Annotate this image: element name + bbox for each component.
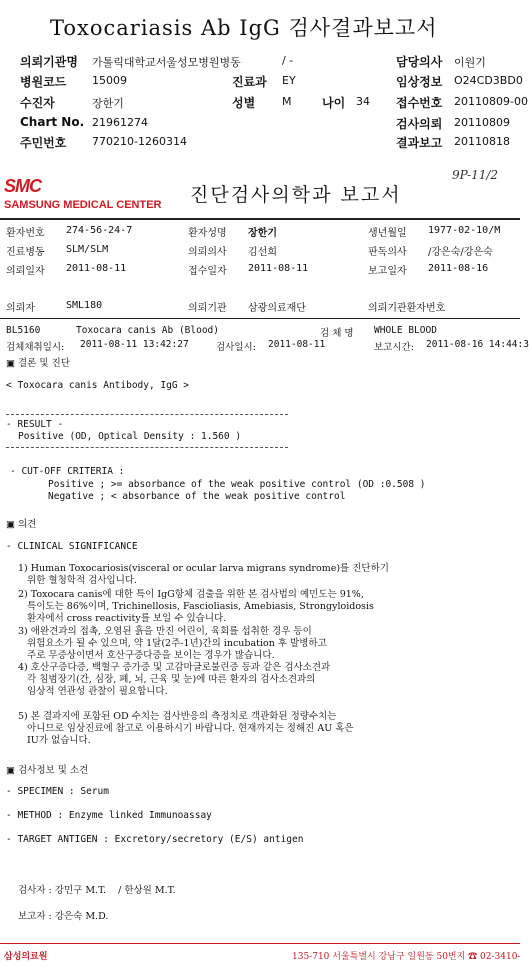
patient-no-label: 환자번호 <box>6 228 45 239</box>
req-institution-value: 삼광의료재단 <box>248 303 306 314</box>
report-title: 진단검사의학과 보고서 <box>190 184 402 206</box>
clinical-info-label: 임상정보 <box>396 75 443 89</box>
req-institution-label: 의뢰기관 <box>188 303 227 314</box>
org-value: 가톨릭대학교서울성모병원병동 <box>92 56 241 69</box>
antibody-title: < Toxocara canis Antibody, IgG > <box>6 380 190 391</box>
reading-doctor-label: 판독의사 <box>368 247 407 258</box>
org-label: 의뢰기관명 <box>20 55 78 69</box>
receipt-day-label: 접수일자 <box>188 266 227 277</box>
clinical-line: 주로 무증상이면서 호산구증다증을 보이는 경우가 많습니다. <box>18 650 275 661</box>
footer-org: 삼성의료원 <box>4 952 48 962</box>
collect-time-label: 검체채취일시: <box>6 342 65 353</box>
clinical-line: 특이도는 86%이며, Trichinellosis, Fascioliasis, Amebiasis, Strongyloidosis <box>18 601 374 612</box>
cutoff-negative: Negative ; < absorbance of the weak positive control <box>48 491 346 502</box>
ward-value: / - <box>282 54 294 67</box>
page-title: Toxocariasis Ab IgG 검사결과보고서 <box>50 16 438 40</box>
inst-patient-no-label: 의뢰기관환자번호 <box>368 303 446 314</box>
specimen-name-label: 검 체 명 <box>320 328 354 339</box>
clinical-line: 1) Human Toxocariosis(visceral or ocular larva migrans syndrome)를 진단하기 <box>18 563 389 574</box>
clinical-line: 2) Toxocara canis에 대한 특이 IgG항체 검출을 위한 본 검사법의 예민도는 91%, <box>18 589 364 600</box>
test-code: BL5160 <box>6 325 41 336</box>
clinical-line: 5) 본 결과지에 포함된 OD 수치는 검사반응의 측정치로 객관화된 정량수치는 <box>18 711 337 722</box>
patient-label: 수진자 <box>20 96 55 110</box>
report-top-rule <box>0 218 520 220</box>
clinical-line: 위한 혈청학적 검사입니다. <box>18 575 138 586</box>
birth-label: 생년월일 <box>368 228 407 239</box>
request-date-value: 20110809 <box>454 116 510 129</box>
smc-logo-subtitle: SAMSUNG MEDICAL CENTER <box>4 199 162 211</box>
footer-address: 135-710 서울특별시 강남구 일원동 50번지 ☎ 02-3410- <box>292 952 521 962</box>
hospital-code-value: 15009 <box>92 74 127 87</box>
ward-code-value: SLM/SLM <box>66 244 109 255</box>
test-name: Toxocara canis Ab (Blood) <box>76 325 219 336</box>
hospital-code-label: 병원코드 <box>20 75 67 89</box>
clinical-heading: - CLINICAL SIGNIFICANCE <box>6 541 138 552</box>
result-value: Positive (OD, Optical Density : 1.560 ) <box>18 431 242 442</box>
tester-line: 검사자 : 강민구 M.T. / 한상원 M.T. <box>18 885 176 896</box>
receipt-day-value: 2011-08-11 <box>248 263 309 274</box>
ref-doctor-value: 김선희 <box>248 247 277 258</box>
clinical-line: 위험요소가 될 수 있으며, 약 1달(2주-1년)간의 incubation 후 발병하고 <box>18 638 327 649</box>
ward-label: 진료병동 <box>6 247 45 258</box>
resident-no-value: 770210-1260314 <box>92 135 187 148</box>
ref-doctor-label: 의뢰의사 <box>188 247 227 258</box>
doctor-value: 이원기 <box>454 56 486 69</box>
result-top-dash <box>6 414 288 415</box>
age-value: 34 <box>356 95 370 108</box>
clinical-line: 임상적 연관성 관찰이 필요합니다. <box>18 686 168 697</box>
requester-label: 의뢰자 <box>6 303 35 314</box>
sex-value: M <box>282 95 292 108</box>
request-day-label: 의뢰일자 <box>6 266 45 277</box>
result-bottom-dash <box>6 447 288 448</box>
clinical-line: 각 침범장기(간, 심장, 폐, 뇌, 근육 및 눈)에 따른 환자의 검사소견과의 <box>18 674 316 685</box>
chart-no-value: 21961274 <box>92 116 148 129</box>
clinical-line: 4) 호산구증다증, 백혈구 증가증 및 고감마글로불린증 등과 같은 검사소견과 <box>18 662 331 673</box>
specimen-line: - SPECIMEN : Serum <box>6 786 109 797</box>
clinical-line: 환자에서 cross reactivity를 보일 수 있습니다. <box>18 613 227 624</box>
receipt-no-value: 20110809-00 <box>454 95 528 108</box>
chart-no-label: Chart No. <box>20 115 85 129</box>
clinical-info-value: O24CD3BD0 <box>454 74 523 87</box>
section-opinion-heading: ▣ 의견 <box>6 519 37 530</box>
cutoff-heading: - CUT-OFF CRITERIA : <box>10 466 125 477</box>
patient-no-value: 274-56-24-7 <box>66 225 133 236</box>
report-date-label: 결과보고 <box>396 136 443 150</box>
smc-logo: SMC <box>4 176 41 196</box>
patient-value: 장한기 <box>92 97 124 110</box>
dept-label: 진료과 <box>232 75 267 89</box>
section-result-heading: ▣ 결론 및 진단 <box>6 358 70 369</box>
reporter-line: 보고자 : 강은숙 M.D. <box>18 911 109 922</box>
dept-value: EY <box>282 74 296 87</box>
clinical-line: 3) 애완견과의 접촉, 오염된 흙을 만진 어린이, 육회를 섭취한 경우 등이 <box>18 626 312 637</box>
report-date-value: 20110818 <box>454 135 510 148</box>
section-info-heading: ▣ 검사정보 및 소견 <box>6 765 89 776</box>
birth-value: 1977-02-10/M <box>428 225 501 236</box>
doctor-label: 담당의사 <box>396 55 443 69</box>
clinical-line: IU가 없습니다. <box>18 735 91 746</box>
requester-value: SML180 <box>66 300 103 311</box>
request-day-value: 2011-08-11 <box>66 263 127 274</box>
report-day-label: 보고일자 <box>368 266 407 277</box>
reading-doctor-value: /강은숙/강은숙 <box>428 247 493 258</box>
method-line: - METHOD : Enzyme linked Immunoassay <box>6 810 212 821</box>
age-label: 나이 <box>322 96 346 110</box>
report-time-label: 보고시간: <box>374 342 414 353</box>
specimen-name-value: WHOLE BLOOD <box>374 325 437 336</box>
patient-name-label: 환자성명 <box>188 228 227 239</box>
handwritten-note: 9P-11/2 <box>452 168 499 182</box>
report-day-value: 2011-08-16 <box>428 263 489 274</box>
exam-time-label: 검사일시: <box>216 342 256 353</box>
clinical-line: 아니므로 임상진료에 참고로 이용하시기 바랍니다. 현재까지는 정해진 AU 혹은 <box>18 723 354 734</box>
exam-time-value: 2011-08-11 <box>268 339 326 350</box>
info-rule <box>0 318 520 319</box>
result-heading: - RESULT - <box>6 419 64 430</box>
receipt-no-label: 접수번호 <box>396 96 443 110</box>
sex-label: 성별 <box>232 96 256 110</box>
collect-time-value: 2011-08-11 13:42:27 <box>80 339 189 350</box>
resident-no-label: 주민번호 <box>20 136 67 150</box>
cutoff-positive: Positive ; >= absorbance of the weak positive control (OD :0.508 ) <box>48 479 426 490</box>
report-time-value: 2011-08-16 14:44:3 <box>426 339 529 350</box>
request-date-label: 검사의뢰 <box>396 117 443 131</box>
footer-rule <box>0 943 520 944</box>
patient-name-value: 장한기 <box>248 228 277 239</box>
antigen-line: - TARGET ANTIGEN : Excretory/secretory (E/S) antigen <box>6 834 304 845</box>
